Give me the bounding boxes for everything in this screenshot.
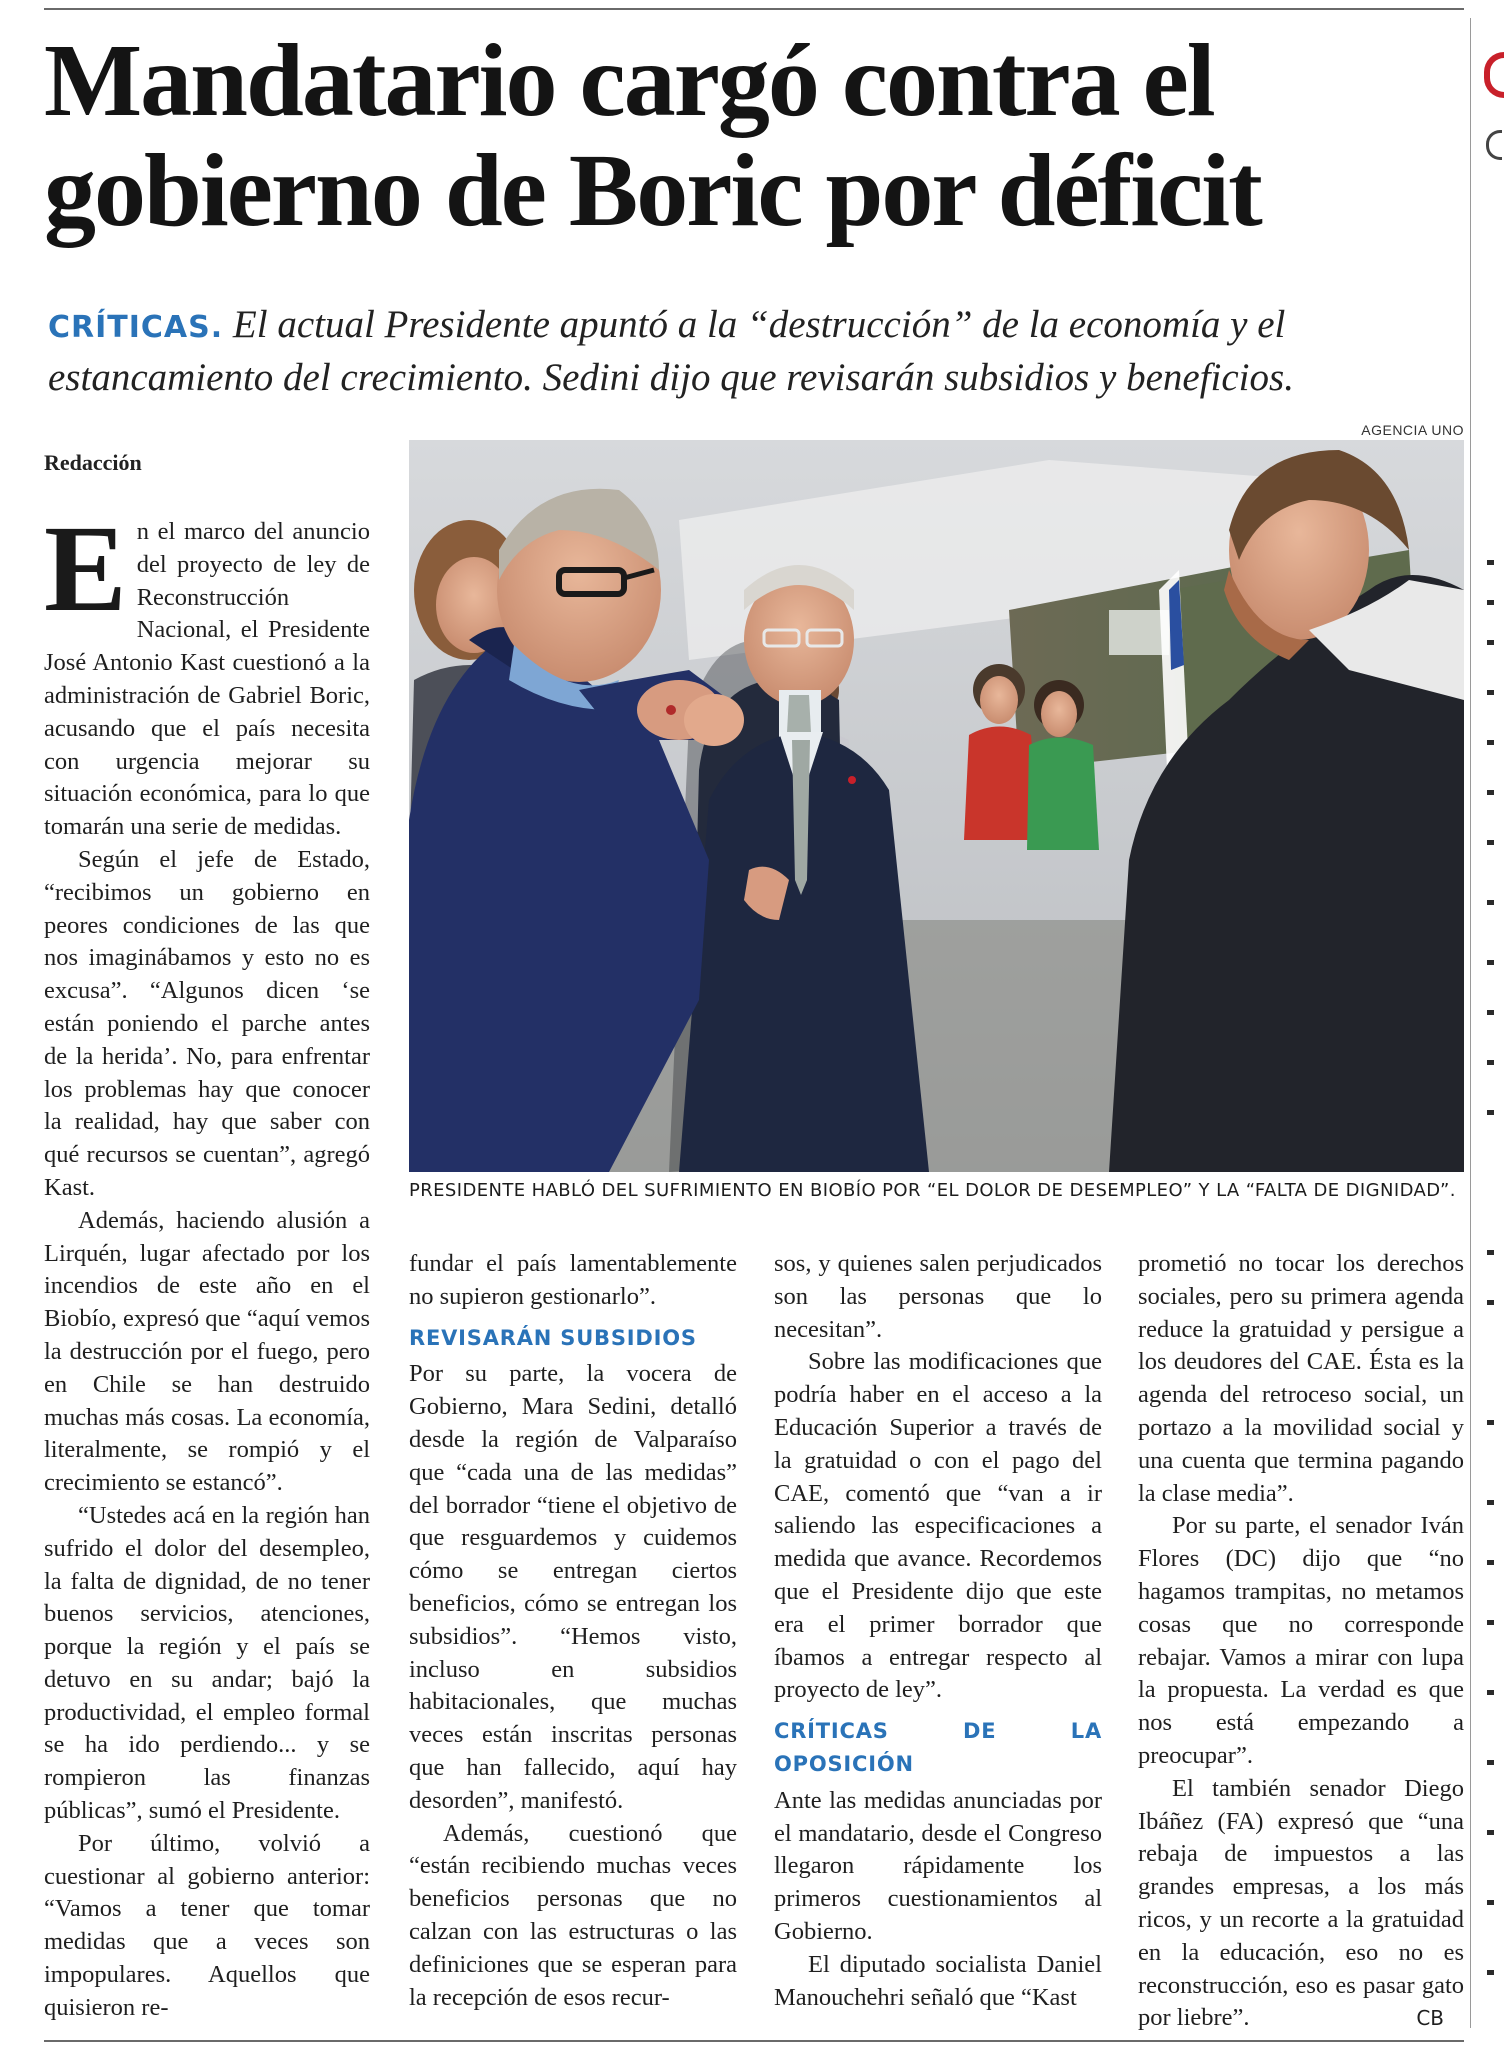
adjacent-article-edge xyxy=(1480,0,1504,2060)
adjacent-text-fragment xyxy=(1487,1300,1494,1305)
drop-cap: E xyxy=(44,500,127,637)
end-mark: CB xyxy=(1416,2006,1444,2031)
paragraph-11: Por su parte, el senador Iván Flores (DC) dijo que “no hagamos trampitas, no metamos cosas que no corresponde rebajar. Vamos a mirar con lupa la propuesta. La verdad es que nos está empezando a preocupar”. xyxy=(1138,1512,1464,1769)
subhead-revisaran-subsidios: REVISARÁN SUBSIDIOS xyxy=(409,1325,697,1350)
adjacent-text-fragment xyxy=(1487,1970,1494,1975)
adjacent-text-fragment xyxy=(1487,1250,1494,1255)
paragraph-continued: prometió no tocar los derechos sociales, pero su primera agenda reduce la gratuidad y persigue a los deudores del CAE. Ésta es la agenda del retroceso social, un portazo a la movilidad social y una cuenta que termina pagando la clase media”. xyxy=(1138,1250,1464,1507)
adjacent-text-fragment xyxy=(1487,1560,1494,1565)
headline xyxy=(44,23,1464,248)
lead-kicker: CRÍTICAS. xyxy=(48,310,224,345)
paragraph-continued: sos, y quienes salen perjudicados son las personas que lo necesitan”. xyxy=(774,1250,1102,1343)
paragraph-3: Además, haciendo alusión a Lirquén, lugar afectado por los incendios de este año en el Biobío, expresó que “aquí vemos la destrucción por el fuego, pero en Chile se han destruido muchas más cosas. La economía, literalmente, se rompió y el crecimiento se estancó”. xyxy=(44,1206,370,1497)
adjacent-text-fragment xyxy=(1487,840,1494,845)
paragraph-5: Por último, volvió a cuestionar al gobierno anterior: “Vamos a tener que tomar medidas que a veces son impopulares. Aquellos que quisieron re- xyxy=(44,1829,370,2021)
adjacent-text-fragment xyxy=(1487,1010,1494,1015)
adjacent-text-fragment xyxy=(1487,600,1494,605)
adjacent-text-fragment xyxy=(1487,740,1494,745)
lead-text: El actual Presidente apuntó a la “destrucción” de la economía y el estancamiento del crecimiento. Sedini dijo que revisarán subsidios y beneficios. xyxy=(48,303,1294,399)
headline-line-1: Mandatario cargó contra el xyxy=(44,23,1214,138)
top-rule xyxy=(44,8,1464,10)
paragraph-9: Ante las medidas anunciadas por el mandatario, desde el Congreso llegaron rápidamente los primeros cuestionamientos al Gobierno. xyxy=(774,1786,1102,1945)
adjacent-text-fragment xyxy=(1487,690,1494,695)
adjacent-text-fragment xyxy=(1487,1690,1494,1695)
column-divider xyxy=(1470,18,1471,2028)
photo-caption: PRESIDENTE HABLÓ DEL SUFRIMIENTO EN BIOBÍO POR “EL DOLOR DE DESEMPLEO” Y LA “FALTA DE DIGNIDAD”. xyxy=(409,1180,1456,1201)
column-2 xyxy=(409,1248,737,2014)
paragraph-12: El también senador Diego Ibáñez (FA) expresó que “una rebaja de impuestos a las grandes empresas, a los más ricos, y un recorte a la gratuidad en la educación, eso no es reconstrucción, eso es pasar gato por liebre”. CB xyxy=(1138,1773,1464,2035)
byline: Redacción xyxy=(44,450,142,475)
paragraph-6: Por su parte, la vocera de Gobierno, Mara Sedini, detalló desde la región de Valparaíso que “cada una de las medidas” del borrador “tiene el objetivo de que resguardemos y cuidemos cómo se entregan ciertos beneficios, cómo se entregan los subsidios”. “Hemos visto, incluso en subsidios habitacionales, que muchas veces están inscritas personas que han fallecido, aquí hay desorden”, manifestó. xyxy=(409,1360,737,1814)
bottom-rule xyxy=(44,2040,1464,2042)
paragraph-7: Además, cuestionó que “están recibiendo muchas veces beneficios personas que no calzan con las estructuras o las definiciones que se esperan para la recepción de esos recur- xyxy=(409,1819,737,2011)
adjacent-text-fragment xyxy=(1487,790,1494,795)
adjacent-text-fragment xyxy=(1487,1760,1494,1765)
photo-credit: AGENCIA UNO xyxy=(1361,422,1464,438)
paragraph-8: Sobre las modificaciones que podría haber en el acceso a la Educación Superior a través de la gratuidad o con el pago del CAE, comentó que “van a ir saliendo las especificaciones a medida que avance. Recordemos que el Presidente dijo que este era el primer borrador que íbamos a entregar respecto al proyecto de ley”. xyxy=(774,1348,1102,1704)
column-3 xyxy=(774,1248,1102,2014)
adjacent-text-fragment xyxy=(1487,1500,1494,1505)
adjacent-text-fragment xyxy=(1487,640,1494,645)
headline-line-2: gobierno de Boric por déficit xyxy=(44,133,1261,248)
column-1 xyxy=(44,500,370,2025)
subhead-criticas-oposicion: CRÍTICAS DE LA OPOSICIÓN xyxy=(774,1719,1102,1776)
adjacent-text-fragment xyxy=(1486,130,1502,160)
paragraph-4: “Ustedes acá en la región han sufrido el dolor del desempleo, la falta de dignidad, de no tener buenos servicios, atenciones, porque la región y el país se detuvo en su andar; bajó la productividad, el empleo formal se ha ido perdiendo... y se rompieron las finanzas públicas”, sumó el Presidente. xyxy=(44,1501,370,1825)
adjacent-text-fragment xyxy=(1487,960,1494,965)
adjacent-headline-fragment xyxy=(1484,52,1504,98)
paragraph-continued: fundar el país lamentablemente no supieron gestionarlo”. xyxy=(409,1250,737,1310)
adjacent-text-fragment xyxy=(1487,900,1494,905)
adjacent-text-fragment xyxy=(1487,1620,1494,1625)
paragraph-2: Según el jefe de Estado, “recibimos un gobierno en peores condiciones de las que nos imaginábamos y esto no es excusa”. “Algunos dicen ‘se están poniendo el parche antes de la herida’. No, para enfrentar los problemas hay que conocer la realidad, hay que saber con qué recursos se cuentan”, agregó Kast. xyxy=(44,845,370,1201)
adjacent-text-fragment xyxy=(1487,1110,1494,1115)
adjacent-text-fragment xyxy=(1487,560,1494,565)
adjacent-text-fragment xyxy=(1487,1900,1494,1905)
adjacent-text-fragment xyxy=(1487,1420,1494,1425)
adjacent-text-fragment xyxy=(1487,1830,1494,1835)
news-photo xyxy=(409,440,1464,1172)
lead-paragraph xyxy=(48,300,1468,403)
adjacent-text-fragment xyxy=(1487,1060,1494,1065)
column-4 xyxy=(1138,1248,1464,2035)
paragraph-1: En el marco del anuncio del proyecto de ley de Reconstrucción Nacional, el Presidente José Antonio Kast cuestionó a la administración de Gabriel Boric, acusando que el país necesita con urgencia mejorar su situación económica, para lo que tomarán una serie de medidas. xyxy=(44,500,370,841)
paragraph-10: El diputado socialista Daniel Manouchehri señaló que “Kast xyxy=(774,1950,1102,2011)
